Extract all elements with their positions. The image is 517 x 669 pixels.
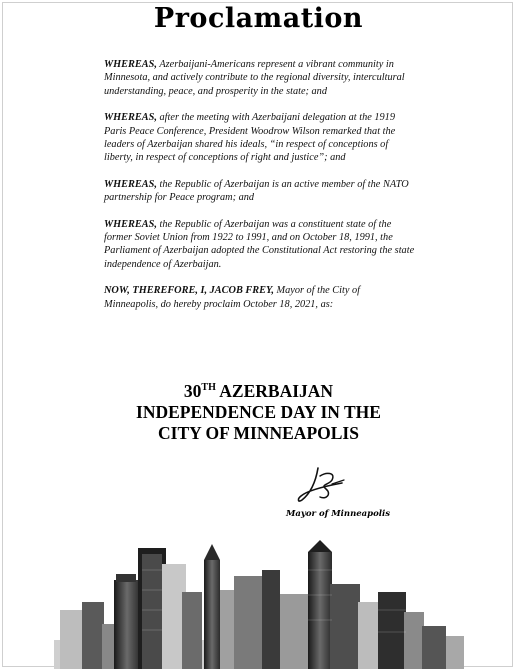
paragraph-lead: NOW, THEREFORE, I, JACOB FREY,: [104, 285, 274, 297]
ordinal-suffix: TH: [201, 382, 216, 394]
signature-caption: Mayor of Minneapolis: [286, 509, 391, 519]
headline-line-1: [0, 381, 517, 402]
anniversary-number: 30: [183, 381, 202, 401]
proclamation-body: [104, 58, 416, 324]
whereas-paragraph: [104, 111, 416, 165]
paragraph-lead: WHEREAS,: [104, 59, 157, 70]
proclaim-paragraph: [104, 284, 416, 311]
paragraph-text: after the meeting with Azerbaijani delegation at the 1919 Paris Peace Conference, President Woodrow Wilson remarked that the leaders of Azerbaijan shared his ideals, “in respect of conceptions of liberty, in respect of conceptions of right and justice”; and: [104, 112, 396, 164]
whereas-paragraph: [104, 218, 416, 272]
paragraph-text: Mayor of the City of Minneapolis, do hereby proclaim October 18, 2021, as:: [104, 285, 361, 310]
city-skyline-image: [54, 540, 464, 669]
whereas-paragraph: [104, 178, 416, 205]
whereas-paragraph: [104, 58, 416, 98]
headline-line-2: INDEPENDENCE DAY IN THE: [136, 402, 381, 422]
paragraph-lead: WHEREAS,: [104, 112, 157, 124]
paragraph-lead: WHEREAS,: [104, 178, 157, 190]
paragraph-text: the Republic of Azerbaijan is an active member of the NATO partnership for Peace program; and: [104, 178, 409, 204]
page-title: Proclamation: [153, 3, 364, 34]
paragraph-text: the Republic of Azerbaijan was a constituent state of the former Soviet Union from 1922 to 1991, and on October 18, 1991, the Parliament of Azerbaijan adopted the Constitutional Act restoring the state independence of Azerbaijan.: [104, 218, 415, 270]
headline-line-3: CITY OF MINNEAPOLIS: [158, 423, 359, 443]
mayor-signature: [296, 466, 350, 506]
paragraph-text: Azerbaijani-Americans represent a vibrant community in Minnesota, and actively contribute to the regional diversity, intercultural understanding, peace, and prosperity in the state; and: [104, 59, 405, 97]
headline-line-1-rest: AZERBAIJAN: [215, 381, 334, 401]
paragraph-lead: WHEREAS,: [104, 218, 157, 230]
proclamation-headline: [0, 381, 517, 444]
